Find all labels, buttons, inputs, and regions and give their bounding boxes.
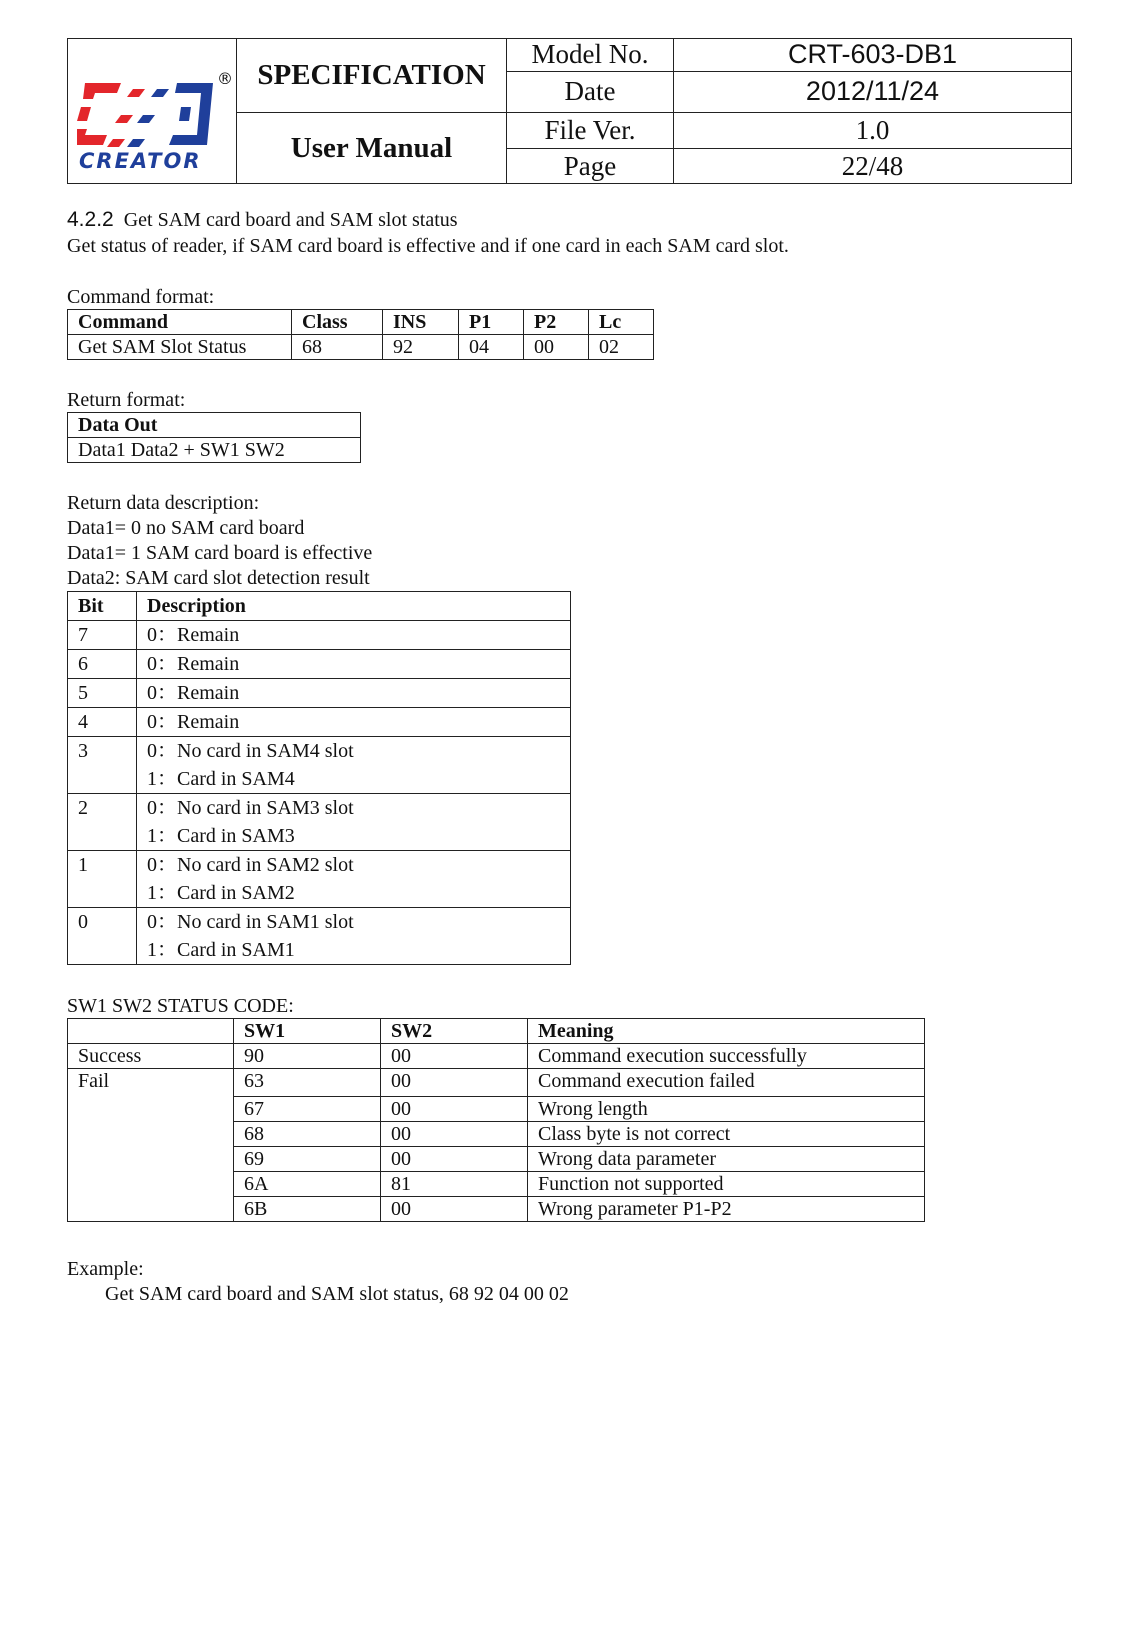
return-format-label: Return format: — [67, 389, 186, 411]
page-value: 22/48 — [674, 149, 1072, 184]
description-line: 0：No card in SAM4 slot — [147, 740, 354, 762]
cell-bit: 7 — [68, 621, 137, 650]
return-format-table — [67, 412, 361, 463]
section-intro: Get status of reader, if SAM card board is effective and if one card in each SAM card slot. — [67, 235, 789, 257]
cell-sw2: 00 — [381, 1122, 528, 1147]
logo-cell — [68, 39, 237, 184]
cell-result: Fail — [68, 1069, 234, 1222]
description-line: 1：Card in SAM1 — [147, 939, 295, 961]
file-ver-value: 1.0 — [674, 113, 1072, 149]
manual-title: User Manual — [237, 113, 507, 184]
cell-result: Success — [68, 1044, 234, 1069]
date-value: 2012/11/24 — [674, 71, 1072, 112]
cell-meaning: Wrong length — [528, 1097, 925, 1122]
cell-bit: 6 — [68, 650, 137, 679]
section-number: 4.2.2 — [67, 208, 114, 231]
col-lc: Lc — [589, 310, 654, 335]
table-row — [68, 1069, 925, 1097]
cell-sw2: 00 — [381, 1197, 528, 1222]
description-line: 0：No card in SAM2 slot — [147, 854, 354, 876]
col-p2: P2 — [524, 310, 589, 335]
col-meaning: Meaning — [528, 1019, 925, 1044]
registered-mark: ® — [217, 69, 233, 88]
cell-bit: 1 — [68, 851, 137, 908]
bits-table — [67, 591, 571, 965]
cell-description: 0：Remain — [137, 650, 571, 679]
cell-description: 0：Remain — [137, 679, 571, 708]
command-format-label: Command format: — [67, 286, 215, 308]
col-bit: Bit — [68, 592, 137, 621]
description-line: 1：Card in SAM4 — [147, 768, 295, 790]
cell-sw2: 00 — [381, 1097, 528, 1122]
table-row — [68, 908, 571, 965]
table-row — [68, 794, 571, 851]
cell-sw1: 68 — [234, 1122, 381, 1147]
cell-class: 68 — [292, 335, 383, 360]
cell-meaning: Command execution failed — [528, 1069, 925, 1097]
table-header-row — [68, 592, 571, 621]
col-p1: P1 — [459, 310, 524, 335]
cell-command: Get SAM Slot Status — [68, 335, 292, 360]
description-line: 1：Card in SAM3 — [147, 825, 295, 847]
cell-bit: 4 — [68, 708, 137, 737]
status-code-table — [67, 1018, 925, 1222]
cell-bit: 3 — [68, 737, 137, 794]
cell-bit: 2 — [68, 794, 137, 851]
cell-meaning: Wrong parameter P1-P2 — [528, 1197, 925, 1222]
example-text: Get SAM card board and SAM slot status, 68 92 04 00 02 — [105, 1283, 569, 1305]
logo-wordmark: CREATOR — [79, 149, 202, 173]
table-row — [68, 708, 571, 737]
spec-title: SPECIFICATION — [237, 39, 507, 113]
section-title: Get SAM card board and SAM slot status — [123, 209, 458, 231]
cell-description — [137, 794, 571, 851]
cell-meaning: Class byte is not correct — [528, 1122, 925, 1147]
description-line: 0：No card in SAM1 slot — [147, 911, 354, 933]
description-line: 1：Card in SAM2 — [147, 882, 295, 904]
cell-sw2: 00 — [381, 1147, 528, 1172]
cell-bit: 5 — [68, 679, 137, 708]
cell-p2: 00 — [524, 335, 589, 360]
cell-data-out: Data1 Data2 + SW1 SW2 — [68, 438, 361, 463]
cell-meaning: Function not supported — [528, 1172, 925, 1197]
col-result — [68, 1019, 234, 1044]
table-row — [68, 650, 571, 679]
cell-description — [137, 908, 571, 965]
col-description: Description — [137, 592, 571, 621]
table-row — [68, 335, 654, 360]
cell-description — [137, 851, 571, 908]
table-row — [68, 621, 571, 650]
cell-sw1: 63 — [234, 1069, 381, 1097]
creator-logo — [77, 49, 233, 173]
col-data-out: Data Out — [68, 413, 361, 438]
return-description-label: Return data description: — [67, 492, 260, 514]
cell-meaning: Command execution successfully — [528, 1044, 925, 1069]
description-line: 0：No card in SAM3 slot — [147, 797, 354, 819]
return-description-line: Data1= 1 SAM card board is effective — [67, 542, 373, 564]
date-label: Date — [507, 71, 674, 112]
cell-sw1: 67 — [234, 1097, 381, 1122]
table-header-row — [68, 1019, 925, 1044]
col-command: Command — [68, 310, 292, 335]
status-code-label: SW1 SW2 STATUS CODE: — [67, 995, 294, 1017]
table-row — [68, 851, 571, 908]
cell-sw1: 90 — [234, 1044, 381, 1069]
cell-sw1: 6A — [234, 1172, 381, 1197]
table-row — [68, 737, 571, 794]
table-row — [68, 679, 571, 708]
return-description-line: Data2: SAM card slot detection result — [67, 567, 370, 589]
cell-bit: 0 — [68, 908, 137, 965]
cell-description — [137, 737, 571, 794]
col-sw1: SW1 — [234, 1019, 381, 1044]
cell-sw1: 69 — [234, 1147, 381, 1172]
cell-description: 0：Remain — [137, 708, 571, 737]
cell-ins: 92 — [383, 335, 459, 360]
col-ins: INS — [383, 310, 459, 335]
command-format-table — [67, 309, 654, 360]
cell-sw2: 00 — [381, 1069, 528, 1097]
col-class: Class — [292, 310, 383, 335]
page-label: Page — [507, 149, 674, 184]
file-ver-label: File Ver. — [507, 113, 674, 149]
cell-meaning: Wrong data parameter — [528, 1147, 925, 1172]
col-sw2: SW2 — [381, 1019, 528, 1044]
cell-lc: 02 — [589, 335, 654, 360]
document-header — [67, 38, 1072, 184]
table-header-row — [68, 310, 654, 335]
table-row — [68, 1044, 925, 1069]
cell-sw2: 81 — [381, 1172, 528, 1197]
cell-sw1: 6B — [234, 1197, 381, 1222]
example-label: Example: — [67, 1258, 144, 1280]
cell-description: 0：Remain — [137, 621, 571, 650]
return-description-line: Data1= 0 no SAM card board — [67, 517, 305, 539]
cell-sw2: 00 — [381, 1044, 528, 1069]
model-no-label: Model No. — [507, 39, 674, 72]
section-heading — [67, 208, 458, 232]
cell-p1: 04 — [459, 335, 524, 360]
model-no-value: CRT-603-DB1 — [674, 39, 1072, 72]
